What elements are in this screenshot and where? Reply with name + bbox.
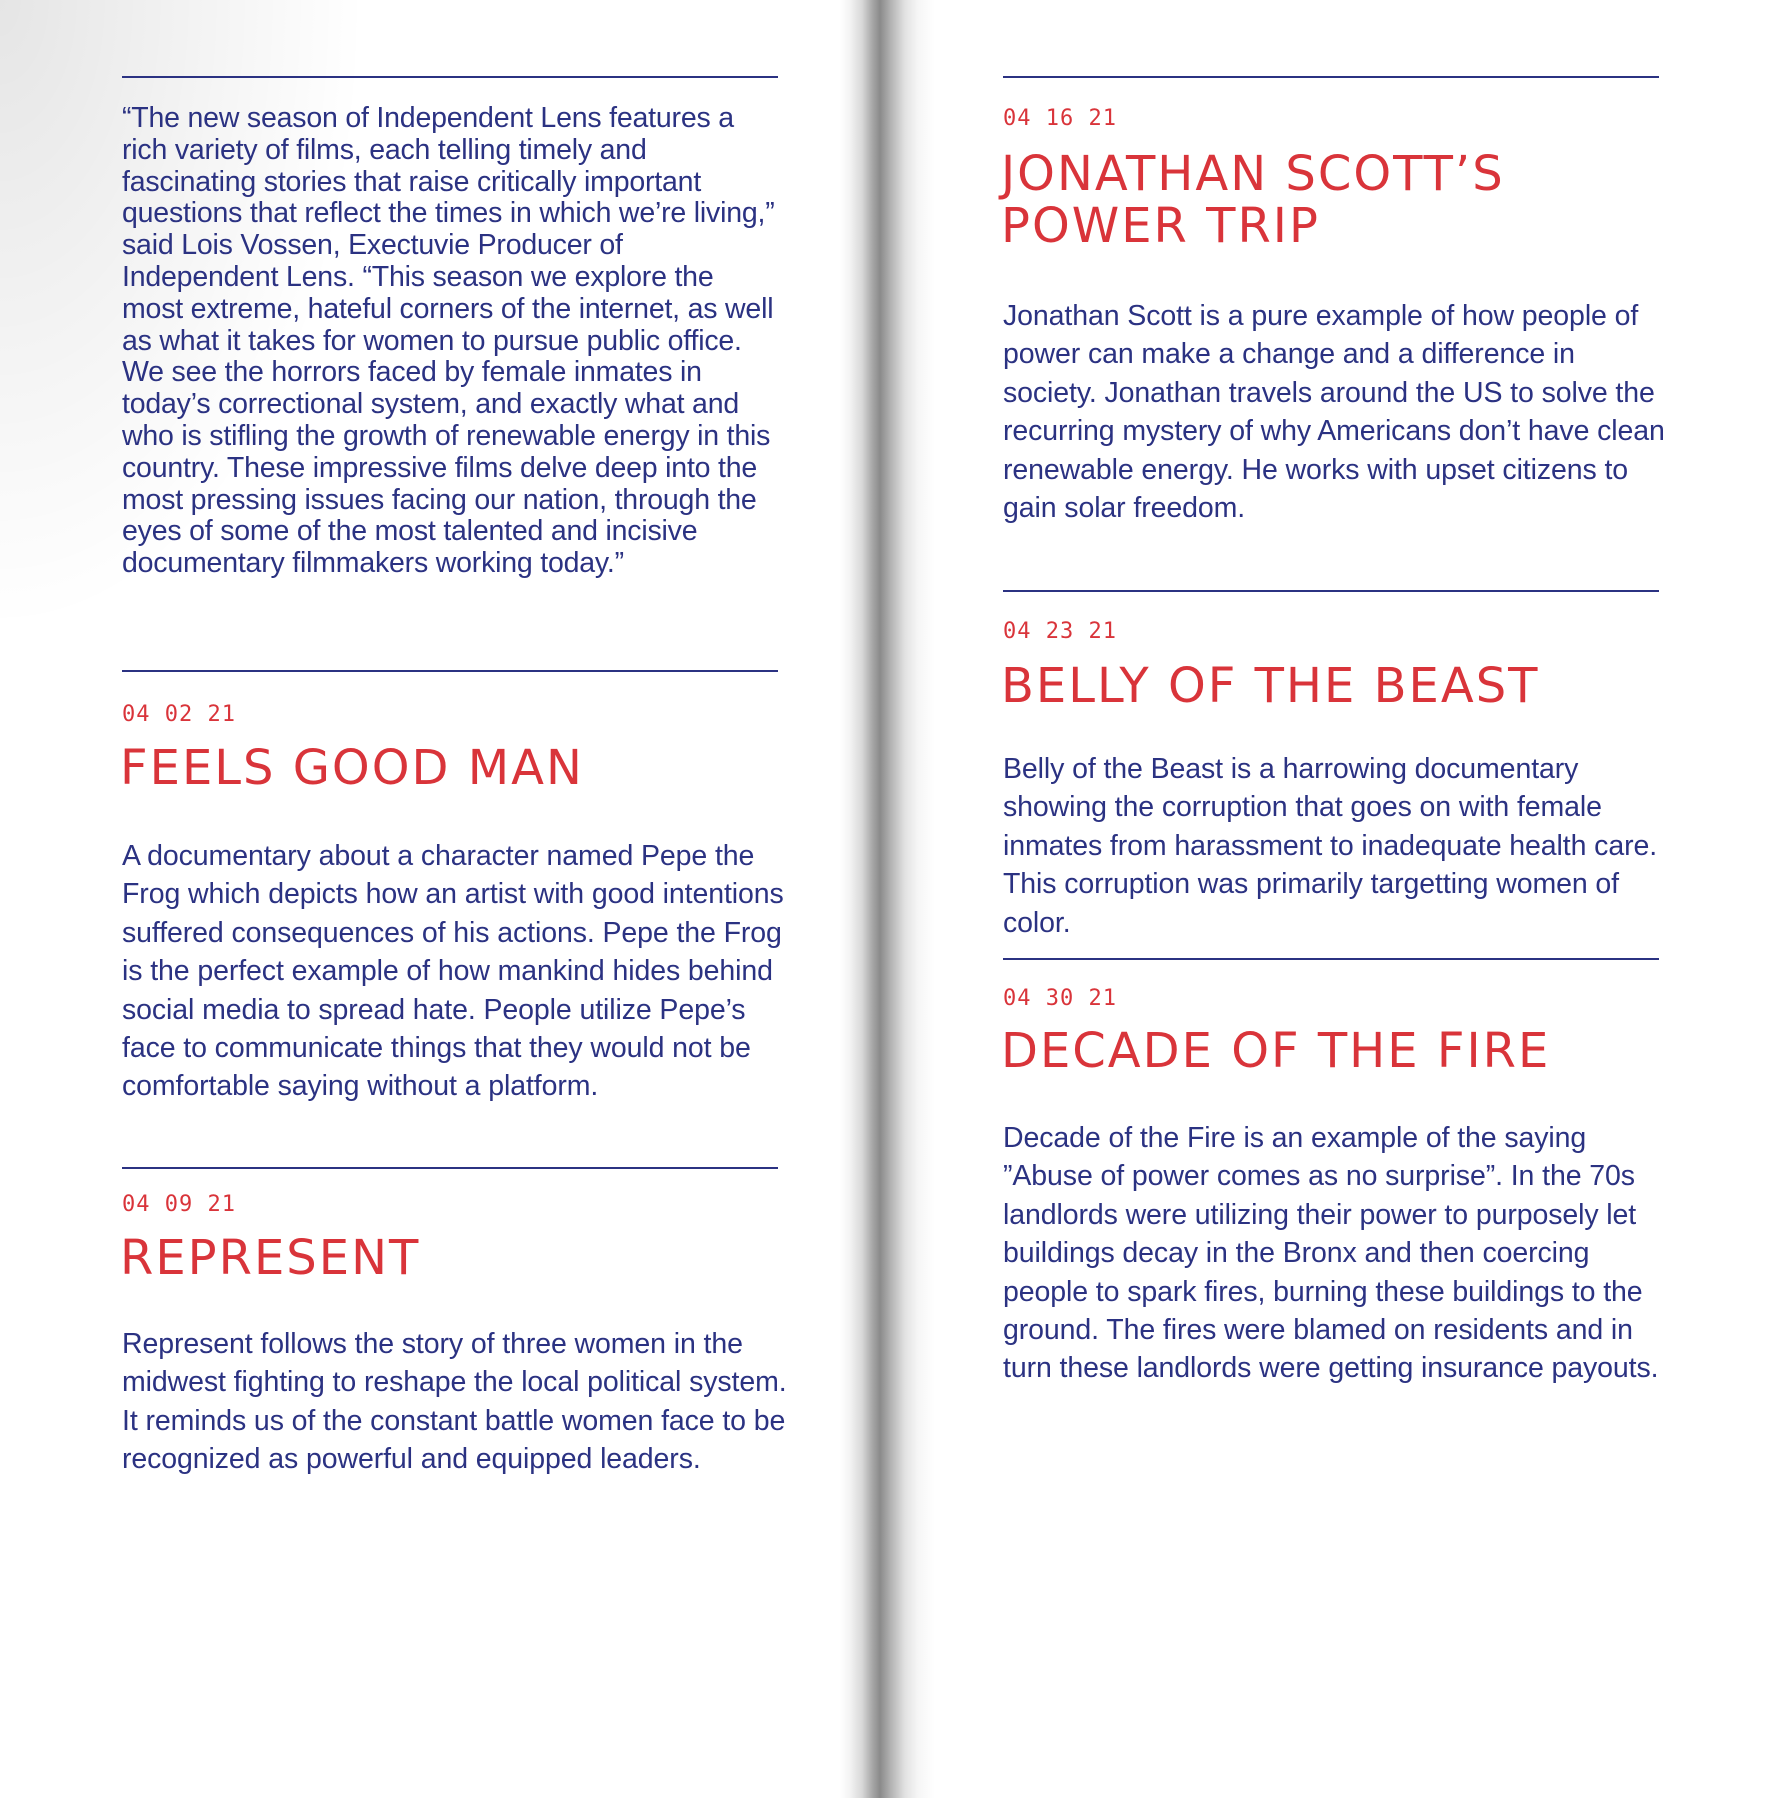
- entry-description: A documentary about a character named Pepe the Frog which depicts how an artist with good intentions suffered consequences of his actions. Pepe the Frog is the perfect example of how mankind hides behind social media to spread hate. People utilize Pepe’s face to communicate things that they would not be comfortable saying without a platform.: [122, 840, 784, 1103]
- left-page: [0, 0, 870, 1798]
- entry-title: FEELS GOOD MAN: [120, 740, 584, 796]
- divider: [1003, 958, 1659, 960]
- entry-title: DECADE OF THE FIRE: [1001, 1023, 1551, 1079]
- divider: [1003, 590, 1659, 592]
- entry-description: Belly of the Beast is a harrowing documentary showing the corruption that goes on with female inmates from harassment to inadequate health care. This corruption was primarily targetting women of color.: [1003, 753, 1658, 939]
- entry-date: 04 23 21: [1003, 619, 1117, 644]
- entry-description: Represent follows the story of three women in the midwest fighting to reshape the local political system. It reminds us of the constant battle women face to be recognized as powerful and equipped leaders.: [122, 1328, 787, 1476]
- entry-title: REPRESENT: [120, 1230, 421, 1286]
- entry-date: 04 30 21: [1003, 986, 1117, 1011]
- entry-title: BELLY OF THE BEAST: [1001, 658, 1540, 714]
- right-page: [920, 0, 1792, 1798]
- entry-description: Decade of the Fire is an example of the saying ”Abuse of power comes as no surprise”. In the 70s landlords were utilizing their power to purposely let buildings decay in the Bronx and then coercing people to spark fires, burning these buildings to the ground. The fires were blamed on residents and in turn these landlords were getting insurance payouts.: [1003, 1122, 1659, 1385]
- divider: [1003, 76, 1659, 78]
- entry-date: 04 16 21: [1003, 106, 1117, 131]
- divider: [122, 670, 778, 672]
- entry-date: 04 02 21: [122, 702, 236, 727]
- divider: [122, 1167, 778, 1169]
- entry-date: 04 09 21: [122, 1192, 236, 1217]
- intro-quote: “The new season of Independent Lens features a rich variety of films, each telling timely and fascinating stories that raise critically important questions that reflect the times in which we’re living,” said Lois Vossen, Exectuvie Producer of Independent Lens. “This season we explore the most extreme, hateful corners of the internet, as well as what it takes for women to pursue public office. We see the horrors faced by female inmates in today’s correctional system, and exactly what and who is stifling the growth of renewable energy in this country. These impressive films delve deep into the most pressing issues facing our nation, through the eyes of some of the most talented and incisive documentary filmmakers working today.”: [122, 102, 775, 580]
- entry-description: Jonathan Scott is a pure example of how people of power can make a change and a difference in society. Jonathan travels around the US to solve the recurring mystery of why Americans don’t have clean renewable energy. He works with upset citizens to gain solar freedom.: [1003, 300, 1665, 525]
- entry-title: JONATHAN SCOTT’S POWER TRIP: [1001, 146, 1505, 254]
- divider: [122, 76, 778, 78]
